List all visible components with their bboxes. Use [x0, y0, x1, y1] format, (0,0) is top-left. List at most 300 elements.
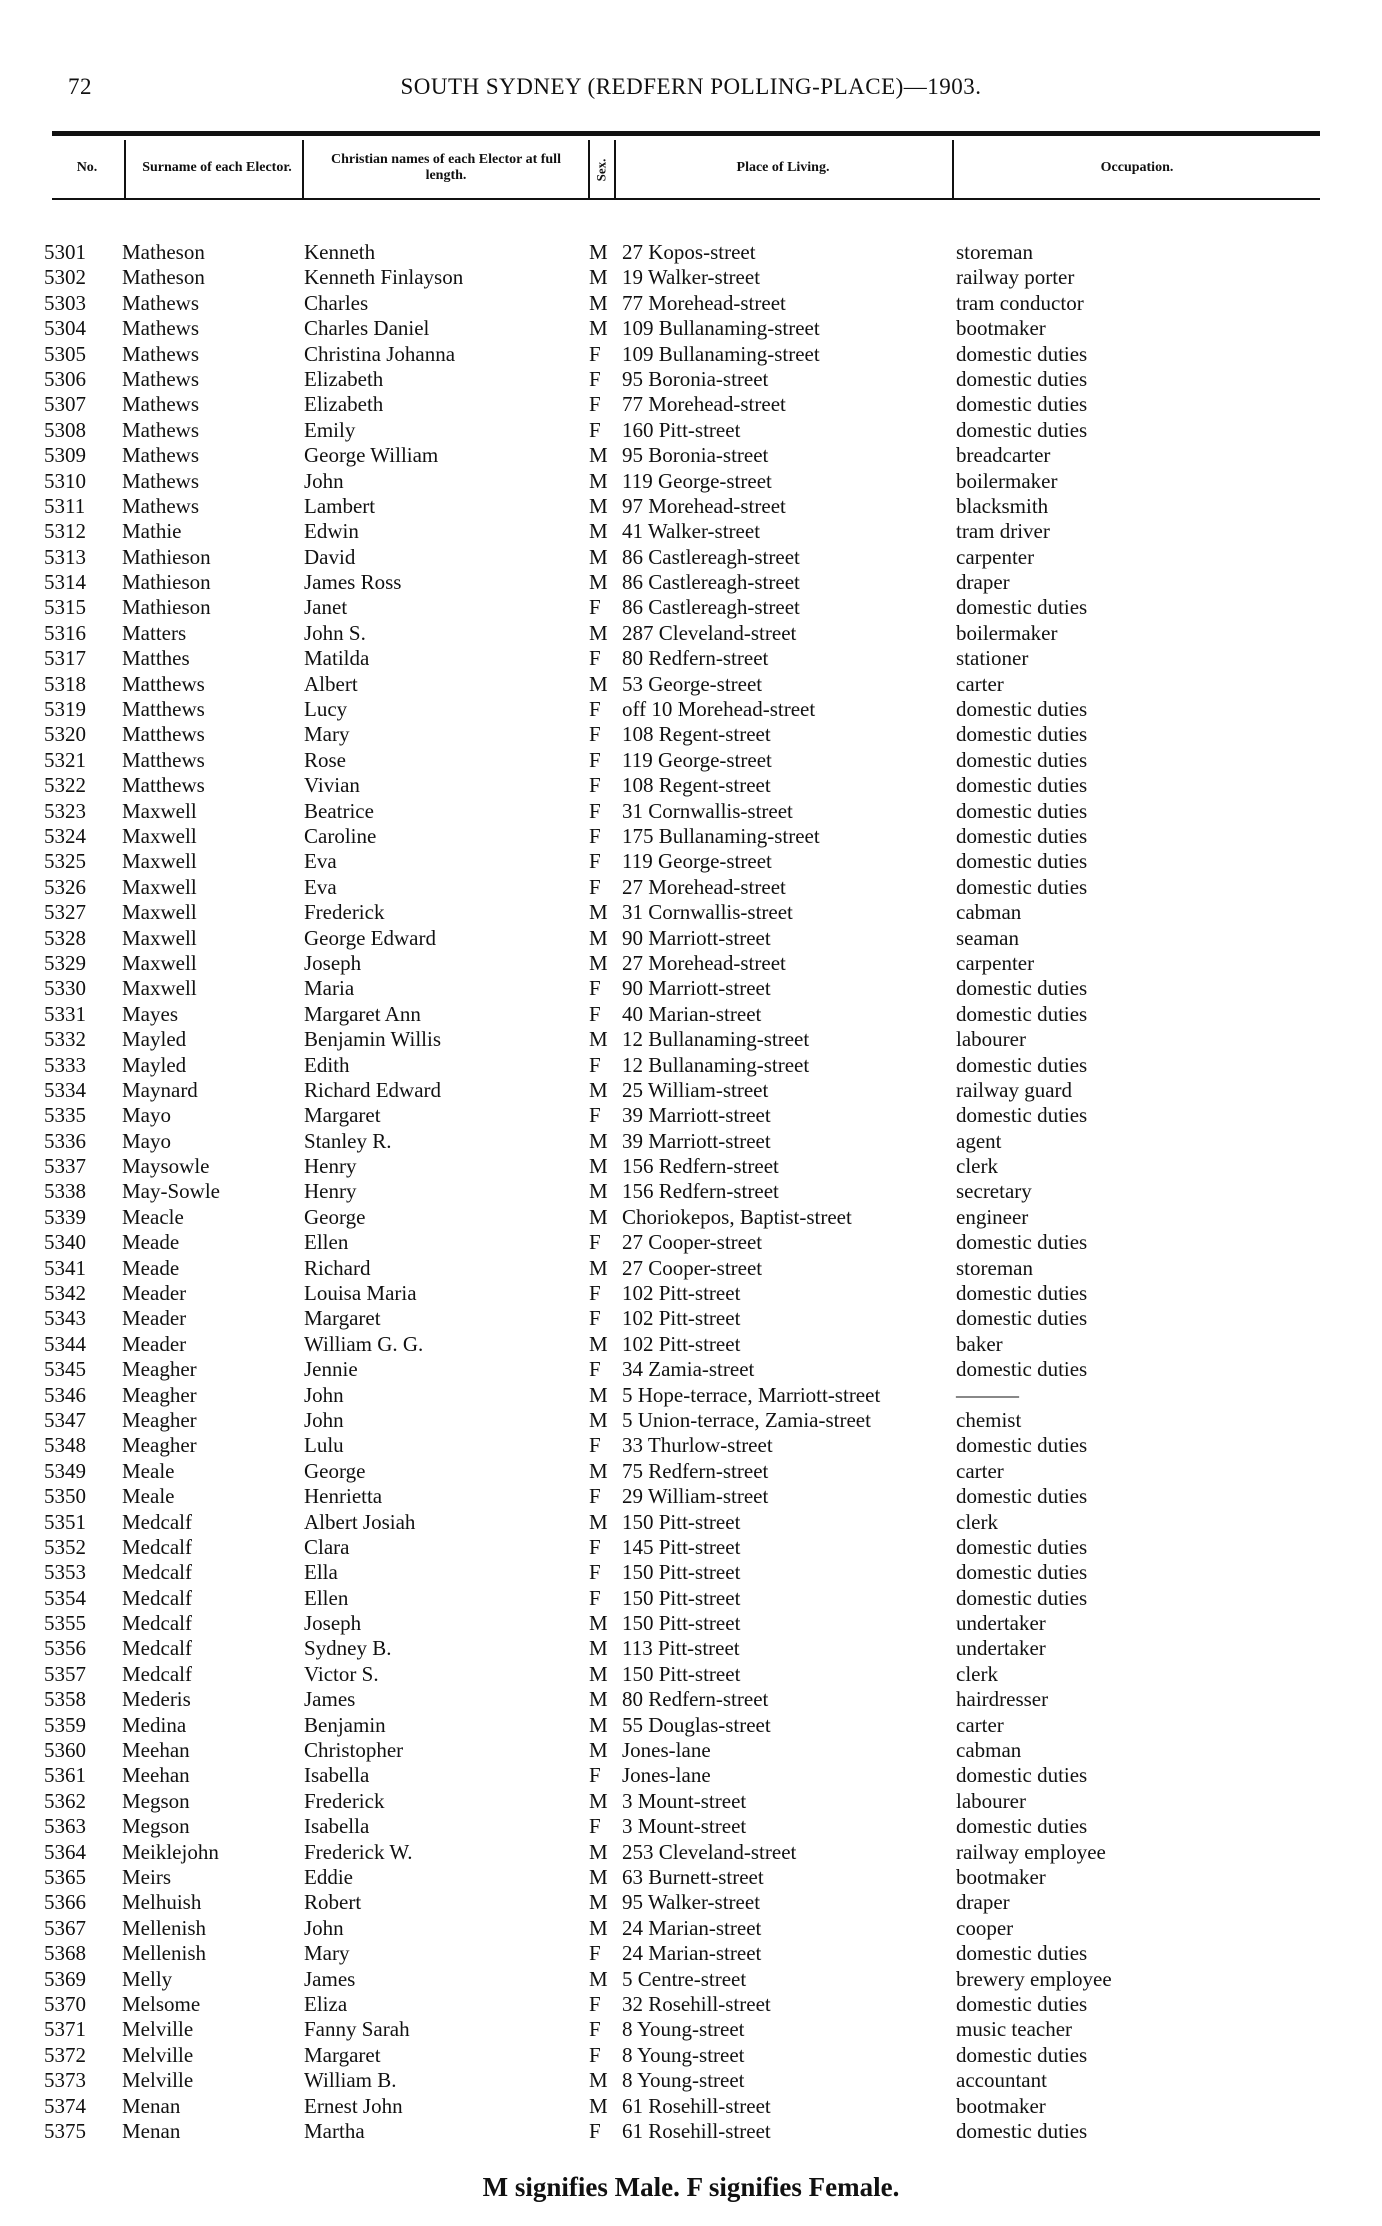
elector-sex: F [589, 341, 601, 366]
elector-occupation: music teacher [956, 2017, 1073, 2042]
elector-occupation: bootmaker [956, 2093, 1046, 2118]
elector-occupation: railway guard [956, 1077, 1073, 1102]
elector-sex: M [589, 1890, 608, 1915]
elector-surname: May-Sowle [122, 1179, 220, 1204]
elector-surname: Maxwell [122, 874, 197, 899]
elector-surname: Mathews [122, 366, 199, 391]
elector-sex: M [589, 950, 608, 975]
elector-sex: M [589, 1738, 608, 1763]
elector-number: 5306 [44, 366, 86, 391]
elector-surname: Maxwell [122, 925, 197, 950]
elector-christian-names: Victor S. [304, 1661, 379, 1686]
elector-surname: Mathie [122, 519, 182, 544]
elector-christian-names: Emily [304, 417, 356, 442]
elector-number: 5348 [44, 1433, 86, 1458]
elector-place-of-living: 86 Castlereagh-street [622, 595, 800, 620]
elector-occupation: domestic duties [956, 798, 1088, 823]
elector-occupation: domestic duties [956, 2042, 1088, 2067]
table-row [0, 1357, 1382, 1382]
elector-christian-names: Charles [304, 290, 369, 315]
elector-place-of-living: 75 Redfern-street [622, 1458, 769, 1483]
elector-surname: Mellenish [122, 1941, 206, 1966]
elector-surname: Meale [122, 1458, 175, 1483]
elector-sex: M [589, 1611, 608, 1636]
elector-sex: M [589, 1865, 608, 1889]
elector-sex: M [589, 1382, 608, 1407]
table-row [0, 1789, 1382, 1814]
elector-occupation: domestic duties [956, 722, 1088, 747]
elector-surname: Medcalf [122, 1560, 192, 1585]
elector-christian-names: Eddie [304, 1865, 353, 1889]
elector-number: 5372 [44, 2042, 86, 2067]
table-row [0, 1713, 1382, 1738]
elector-surname: Meehan [122, 1738, 190, 1763]
elector-occupation: hairdresser [956, 1687, 1049, 1712]
elector-number: 5370 [44, 1991, 86, 2016]
elector-sex: F [589, 392, 601, 417]
elector-surname: Meagher [122, 1357, 197, 1382]
elector-occupation: domestic duties [956, 1585, 1088, 1610]
table-row [0, 469, 1382, 494]
page-header [0, 74, 1382, 108]
elector-place-of-living: 102 Pitt-street [622, 1281, 741, 1306]
elector-christian-names: Edwin [304, 519, 359, 544]
elector-number: 5312 [44, 519, 86, 544]
elector-occupation: draper [956, 1890, 1010, 1915]
elector-christian-names: George Edward [304, 925, 436, 950]
elector-sex: F [589, 1534, 601, 1559]
elector-occupation: seaman [956, 925, 1019, 950]
elector-surname: Megson [122, 1814, 190, 1839]
elector-place-of-living: 108 Regent-street [622, 722, 771, 747]
elector-surname: Medcalf [122, 1585, 192, 1610]
table-row [0, 1865, 1382, 1890]
elector-surname: Meehan [122, 1763, 190, 1788]
elector-occupation: domestic duties [956, 2118, 1088, 2143]
elector-sex: M [589, 2093, 608, 2118]
table-row [0, 545, 1382, 570]
elector-occupation: domestic duties [956, 595, 1088, 620]
elector-surname: Melville [122, 2042, 194, 2067]
table-row [0, 1332, 1382, 1357]
elector-occupation: storeman [956, 1255, 1033, 1280]
elector-christian-names: James Ross [304, 570, 402, 595]
elector-christian-names: Ella [304, 1560, 338, 1585]
elector-sex: F [589, 976, 601, 1001]
elector-christian-names: Henry [304, 1154, 357, 1179]
elector-occupation: labourer [956, 1027, 1026, 1052]
elector-occupation: carter [956, 1458, 1004, 1483]
elector-place-of-living: 156 Redfern-street [622, 1179, 779, 1204]
elector-sex: M [589, 1179, 608, 1204]
elector-number: 5328 [44, 925, 86, 950]
elector-place-of-living: 27 Cooper-street [622, 1230, 763, 1255]
elector-christian-names: John S. [304, 620, 366, 645]
elector-number: 5358 [44, 1687, 86, 1712]
table-row [0, 1560, 1382, 1585]
elector-place-of-living: 102 Pitt-street [622, 1331, 741, 1356]
elector-surname: Mathieson [122, 595, 211, 620]
elector-occupation: undertaker [956, 1636, 1046, 1661]
elector-sex: F [589, 1357, 601, 1382]
elector-christian-names: Sydney B. [304, 1636, 392, 1661]
elector-number: 5336 [44, 1128, 86, 1153]
elector-place-of-living: 86 Castlereagh-street [622, 544, 800, 569]
elector-surname: Matthews [122, 773, 205, 798]
elector-christian-names: Stanley R. [304, 1128, 392, 1153]
elector-surname: Medcalf [122, 1611, 192, 1636]
table-row [0, 1129, 1382, 1154]
elector-occupation: draper [956, 570, 1010, 595]
elector-place-of-living: Jones-lane [622, 1763, 711, 1788]
elector-sex: M [589, 443, 608, 468]
table-row [0, 773, 1382, 798]
elector-place-of-living: 25 William-street [622, 1077, 769, 1102]
elector-occupation: domestic duties [956, 1052, 1088, 1077]
elector-number: 5311 [44, 493, 86, 518]
elector-place-of-living: 95 Boronia-street [622, 366, 769, 391]
elector-surname: Meader [122, 1281, 187, 1306]
elector-place-of-living: 95 Boronia-street [622, 443, 769, 468]
elector-sex: F [589, 798, 601, 823]
elector-number: 5356 [44, 1636, 86, 1661]
elector-surname: Mayo [122, 1128, 171, 1153]
elector-surname: Mayo [122, 1103, 171, 1128]
elector-occupation: brewery employee [956, 1966, 1112, 1991]
elector-number: 5320 [44, 722, 86, 747]
elector-place-of-living: 119 George-street [622, 849, 772, 874]
elector-surname: Menan [122, 2118, 181, 2143]
elector-occupation: domestic duties [956, 1991, 1088, 2016]
elector-surname: Matthes [122, 646, 190, 671]
elector-christian-names: Ernest John [304, 2093, 403, 2118]
elector-place-of-living: 31 Cornwallis-street [622, 798, 793, 823]
table-row [0, 748, 1382, 773]
elector-place-of-living: 39 Marriott-street [622, 1128, 771, 1153]
elector-list [0, 240, 1382, 2144]
elector-place-of-living: 12 Bullanaming-street [622, 1052, 810, 1077]
elector-number: 5353 [44, 1560, 86, 1585]
elector-sex: F [589, 747, 601, 772]
elector-sex: F [589, 874, 601, 899]
elector-christian-names: Vivian [304, 773, 360, 798]
elector-sex: F [589, 1814, 601, 1839]
table-row [0, 1078, 1382, 1103]
elector-place-of-living: Jones-lane [622, 1738, 711, 1763]
table-row [0, 494, 1382, 519]
elector-christian-names: Eva [304, 874, 337, 899]
elector-place-of-living: 80 Redfern-street [622, 1687, 769, 1712]
elector-surname: Mathews [122, 316, 199, 341]
elector-surname: Mederis [122, 1687, 191, 1712]
elector-surname: Mayled [122, 1027, 187, 1052]
elector-christian-names: John [304, 468, 344, 493]
elector-christian-names: Ellen [304, 1230, 349, 1255]
table-row [0, 976, 1382, 1001]
elector-sex: M [589, 1636, 608, 1661]
table-row [0, 1636, 1382, 1661]
elector-sex: F [589, 1230, 601, 1255]
elector-sex: M [589, 544, 608, 569]
elector-place-of-living: 39 Marriott-street [622, 1103, 771, 1128]
elector-surname: Mayes [122, 1001, 178, 1026]
elector-occupation: domestic duties [956, 1433, 1088, 1458]
elector-christian-names: Benjamin [304, 1712, 386, 1737]
elector-sex: M [589, 493, 608, 518]
elector-place-of-living: 34 Zamia-street [622, 1357, 755, 1382]
elector-place-of-living: 119 George-street [622, 468, 772, 493]
elector-surname: Maxwell [122, 849, 197, 874]
elector-christian-names: Henry [304, 1179, 357, 1204]
elector-sex: M [589, 1687, 608, 1712]
elector-occupation: domestic duties [956, 1763, 1088, 1788]
elector-occupation: cooper [956, 1915, 1014, 1940]
elector-number: 5368 [44, 1941, 86, 1966]
table-row [0, 672, 1382, 697]
elector-place-of-living: 24 Marian-street [622, 1941, 762, 1966]
elector-occupation: carpenter [956, 544, 1035, 569]
elector-sex: F [589, 1560, 601, 1585]
elector-sex: M [589, 1407, 608, 1432]
elector-sex: F [589, 366, 601, 391]
table-row [0, 595, 1382, 620]
elector-occupation: secretary [956, 1179, 1032, 1204]
elector-surname: Maxwell [122, 798, 197, 823]
elector-sex: M [589, 1255, 608, 1280]
elector-christian-names: John [304, 1915, 344, 1940]
elector-christian-names: Benjamin Willis [304, 1027, 442, 1052]
elector-sex: M [589, 1077, 608, 1102]
table-row [0, 1256, 1382, 1281]
elector-number: 5308 [44, 417, 86, 442]
elector-sex: M [589, 925, 608, 950]
elector-number: 5330 [44, 976, 86, 1001]
elector-sex: M [589, 1204, 608, 1229]
elector-place-of-living: 97 Morehead-street [622, 493, 786, 518]
elector-number: 5332 [44, 1027, 86, 1052]
elector-number: 5342 [44, 1281, 86, 1306]
elector-place-of-living: 24 Marian-street [622, 1915, 762, 1940]
table-row [0, 1840, 1382, 1865]
elector-number: 5341 [44, 1255, 86, 1280]
elector-sex: F [589, 2118, 601, 2143]
table-row [0, 1383, 1382, 1408]
table-row [0, 1433, 1382, 1458]
table-row [0, 1408, 1382, 1433]
table-row [0, 1027, 1382, 1052]
elector-occupation: domestic duties [956, 1941, 1088, 1966]
elector-place-of-living: 8 Young-street [622, 2042, 745, 2067]
elector-sex: F [589, 1306, 601, 1331]
elector-christian-names: William B. [304, 2068, 397, 2093]
table-row [0, 2043, 1382, 2068]
elector-christian-names: George William [304, 443, 439, 468]
table-row [0, 240, 1382, 265]
elector-place-of-living: 156 Redfern-street [622, 1154, 779, 1179]
elector-sex: F [589, 2017, 601, 2042]
elector-occupation: domestic duties [956, 1814, 1088, 1839]
elector-surname: Matheson [122, 240, 205, 264]
elector-place-of-living: 90 Marriott-street [622, 976, 771, 1001]
elector-occupation: storeman [956, 240, 1033, 264]
table-row [0, 1484, 1382, 1509]
elector-occupation: domestic duties [956, 1281, 1088, 1306]
elector-number: 5322 [44, 773, 86, 798]
elector-occupation: ——— [956, 1382, 1019, 1407]
elector-number: 5305 [44, 341, 86, 366]
elector-surname: Mellenish [122, 1915, 206, 1940]
elector-christian-names: Margaret [304, 2042, 381, 2067]
elector-sex: M [589, 1509, 608, 1534]
elector-place-of-living: 150 Pitt-street [622, 1509, 741, 1534]
elector-place-of-living: 108 Regent-street [622, 773, 771, 798]
elector-occupation: engineer [956, 1204, 1029, 1229]
elector-christian-names: Edith [304, 1052, 350, 1077]
elector-christian-names: George [304, 1204, 366, 1229]
elector-number: 5344 [44, 1331, 86, 1356]
elector-place-of-living: 61 Rosehill-street [622, 2093, 771, 2118]
elector-sex: M [589, 900, 608, 925]
elector-christian-names: Frederick [304, 900, 385, 925]
elector-surname: Maxwell [122, 900, 197, 925]
elector-sex: M [589, 519, 608, 544]
elector-place-of-living: 33 Thurlow-street [622, 1433, 773, 1458]
elector-sex: F [589, 1001, 601, 1026]
elector-sex: F [589, 1763, 601, 1788]
elector-occupation: domestic duties [956, 341, 1088, 366]
table-row [0, 1205, 1382, 1230]
table-row [0, 1535, 1382, 1560]
elector-place-of-living: 150 Pitt-street [622, 1611, 741, 1636]
elector-occupation: railway employee [956, 1839, 1106, 1864]
elector-christian-names: James [304, 1966, 356, 1991]
elector-christian-names: Jennie [304, 1357, 358, 1382]
elector-occupation: stationer [956, 646, 1029, 671]
elector-christian-names: Henrietta [304, 1484, 383, 1509]
table-row [0, 291, 1382, 316]
elector-surname: Meader [122, 1331, 187, 1356]
elector-christian-names: Elizabeth [304, 366, 384, 391]
elector-number: 5313 [44, 544, 86, 569]
elector-place-of-living: 150 Pitt-street [622, 1661, 741, 1686]
table-row [0, 1763, 1382, 1788]
elector-occupation: boilermaker [956, 620, 1058, 645]
elector-number: 5351 [44, 1509, 86, 1534]
elector-occupation: domestic duties [956, 976, 1088, 1001]
elector-place-of-living: 8 Young-street [622, 2017, 745, 2042]
elector-surname: Matthews [122, 697, 205, 722]
elector-number: 5357 [44, 1661, 86, 1686]
elector-occupation: domestic duties [956, 1357, 1088, 1382]
table-row [0, 1814, 1382, 1839]
table-row [0, 621, 1382, 646]
elector-christian-names: Albert [304, 671, 358, 696]
elector-number: 5326 [44, 874, 86, 899]
elector-christian-names: Charles Daniel [304, 316, 430, 341]
elector-surname: Meagher [122, 1433, 197, 1458]
elector-number: 5315 [44, 595, 86, 620]
elector-place-of-living: 8 Young-street [622, 2068, 745, 2093]
elector-occupation: labourer [956, 1788, 1026, 1813]
column-divider [124, 140, 126, 198]
elector-number: 5340 [44, 1230, 86, 1255]
header-bottom-rule [52, 198, 1320, 200]
table-row [0, 443, 1382, 468]
table-row [0, 1992, 1382, 2017]
elector-occupation: clerk [956, 1509, 998, 1534]
column-header-no: No. [76, 160, 98, 175]
elector-sex: M [589, 265, 608, 290]
elector-place-of-living: 86 Castlereagh-street [622, 570, 800, 595]
elector-sex: M [589, 1154, 608, 1179]
elector-number: 5324 [44, 823, 86, 848]
elector-christian-names: Kenneth Finlayson [304, 265, 464, 290]
elector-number: 5333 [44, 1052, 86, 1077]
elector-occupation: cabman [956, 900, 1022, 925]
elector-place-of-living: 12 Bullanaming-street [622, 1027, 810, 1052]
elector-number: 5327 [44, 900, 86, 925]
elector-christian-names: Margaret [304, 1306, 381, 1331]
elector-occupation: domestic duties [956, 773, 1088, 798]
elector-occupation: bootmaker [956, 316, 1046, 341]
elector-place-of-living: 3 Mount-street [622, 1788, 747, 1813]
elector-occupation: domestic duties [956, 697, 1088, 722]
elector-number: 5365 [44, 1865, 86, 1889]
elector-place-of-living: 150 Pitt-street [622, 1585, 741, 1610]
elector-occupation: domestic duties [956, 366, 1088, 391]
elector-sex: M [589, 671, 608, 696]
elector-place-of-living: 19 Walker-street [622, 265, 761, 290]
table-row [0, 875, 1382, 900]
elector-place-of-living: 5 Union-terrace, Zamia-street [622, 1407, 871, 1432]
table-row [0, 1611, 1382, 1636]
elector-occupation: agent [956, 1128, 1002, 1153]
elector-christian-names: Joseph [304, 950, 362, 975]
elector-sex: F [589, 722, 601, 747]
elector-sex: M [589, 290, 608, 315]
elector-occupation: domestic duties [956, 1306, 1088, 1331]
elector-place-of-living: 119 George-street [622, 747, 772, 772]
elector-place-of-living: 253 Cleveland-street [622, 1839, 797, 1864]
elector-sex: F [589, 1281, 601, 1306]
table-row [0, 1738, 1382, 1763]
table-row [0, 1916, 1382, 1941]
elector-sex: M [589, 1915, 608, 1940]
elector-surname: Matters [122, 620, 187, 645]
elector-number: 5367 [44, 1915, 86, 1940]
elector-surname: Maxwell [122, 823, 197, 848]
elector-christian-names: Lulu [304, 1433, 344, 1458]
elector-surname: Mathews [122, 392, 199, 417]
elector-number: 5323 [44, 798, 86, 823]
table-row [0, 799, 1382, 824]
table-row [0, 1281, 1382, 1306]
elector-christian-names: David [304, 544, 356, 569]
elector-place-of-living: 29 William-street [622, 1484, 769, 1509]
elector-surname: Megson [122, 1788, 190, 1813]
elector-number: 5317 [44, 646, 86, 671]
elector-place-of-living: 3 Mount-street [622, 1814, 747, 1839]
elector-occupation: chemist [956, 1407, 1022, 1432]
elector-number: 5349 [44, 1458, 86, 1483]
column-header-place: Place of Living. [736, 160, 830, 175]
elector-place-of-living: 63 Burnett-street [622, 1865, 764, 1889]
elector-christian-names: Christina Johanna [304, 341, 456, 366]
elector-occupation: railway porter [956, 265, 1075, 290]
elector-surname: Mayled [122, 1052, 187, 1077]
column-header-sex [592, 148, 610, 192]
elector-number: 5319 [44, 697, 86, 722]
